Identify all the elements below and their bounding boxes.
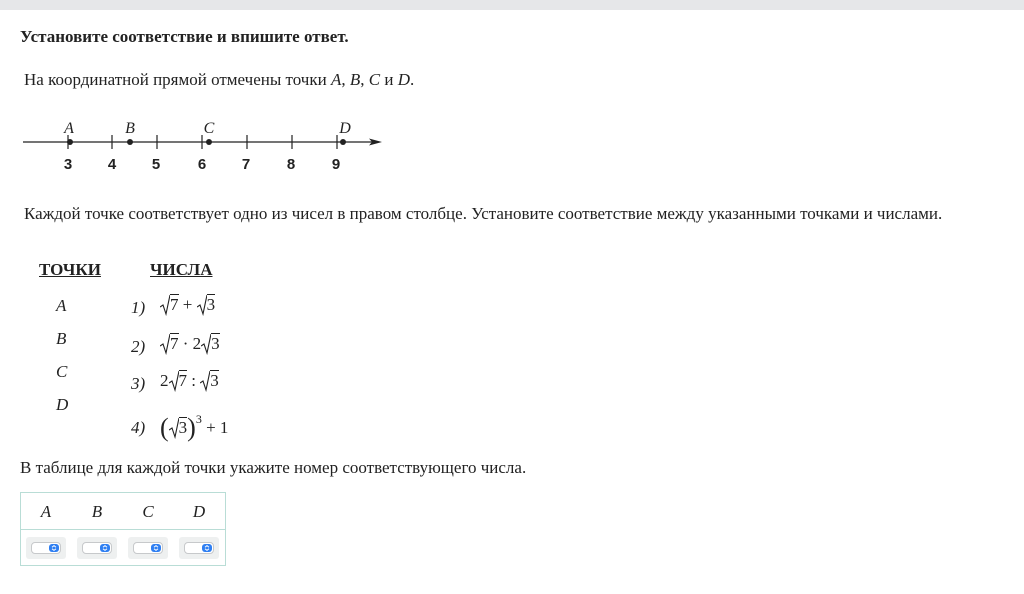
point-label-d: D (56, 395, 69, 414)
points-column-header: ТОЧКИ (39, 260, 101, 279)
operator: : (187, 371, 201, 390)
option-3-expression (160, 370, 219, 392)
point-a-dot (67, 139, 73, 145)
intro-text (24, 70, 414, 90)
coefficient: 2 (160, 371, 169, 390)
radicand: 3 (178, 418, 188, 437)
intro-text-start: На координатной прямой отмечены точки (24, 70, 331, 89)
radical-sign (169, 417, 179, 439)
option-1-number: 1) (131, 298, 146, 317)
answer-cell-a (26, 537, 66, 559)
intro-sep: и (380, 70, 398, 89)
task-heading: Установите соответствие и впишите ответ. (20, 27, 349, 46)
answer-cell-c (128, 537, 168, 559)
intro-sep: , (341, 70, 350, 89)
point-b-label: B (125, 120, 135, 137)
intro-sep: , (360, 70, 369, 89)
answer-cell-d (179, 537, 219, 559)
answer-select-b[interactable] (82, 542, 112, 554)
radicand: 7 (170, 295, 179, 314)
radical-sign (201, 333, 211, 355)
option-1-expression (160, 294, 215, 316)
answer-table (20, 492, 226, 566)
option-2-number: 2) (131, 337, 146, 356)
answer-header-d: D (192, 502, 206, 521)
tick-label-8: 8 (286, 156, 296, 173)
radicand: 3 (210, 371, 219, 390)
option-2-expression (160, 333, 220, 355)
select-stepper-icon (202, 544, 212, 552)
intro-point-d: D (397, 70, 410, 89)
point-label-b: B (56, 329, 67, 348)
tick-label-9: 9 (331, 156, 341, 173)
answer-header-b: B (91, 502, 103, 521)
paren-open: ( (160, 413, 169, 442)
exponent: 3 (195, 412, 202, 426)
answer-select-d[interactable] (184, 542, 214, 554)
radicand: 7 (170, 334, 179, 353)
answer-header-c: C (142, 502, 154, 521)
point-a-label: A (64, 120, 74, 137)
tick-label-4: 4 (107, 156, 117, 173)
tick-label-7: 7 (241, 156, 251, 173)
point-c-label: C (203, 120, 215, 137)
intro-end: . (409, 70, 415, 89)
select-stepper-icon (100, 544, 110, 552)
numbers-column-header: ЧИСЛА (150, 260, 213, 279)
point-label-a: A (56, 296, 67, 315)
number-line (0, 110, 400, 180)
radical-sign (160, 333, 170, 355)
paren-close: ) (187, 413, 196, 442)
point-b-dot (127, 139, 133, 145)
radical-sign (200, 370, 210, 392)
tick-label-5: 5 (151, 156, 161, 173)
point-d-dot (340, 139, 346, 145)
radicand: 3 (211, 334, 220, 353)
answer-select-c[interactable] (133, 542, 163, 554)
select-stepper-icon (151, 544, 161, 552)
point-d-label: D (339, 120, 351, 137)
intro-point-b: B (349, 70, 361, 89)
radicand: 3 (206, 295, 216, 314)
select-stepper-icon (49, 544, 59, 552)
top-bar (0, 0, 1024, 10)
radical-sign (197, 294, 207, 316)
operator: · 2 (178, 334, 202, 353)
radical-sign (160, 294, 170, 316)
operator: + 1 (201, 418, 229, 437)
intro-point-c: C (368, 70, 381, 89)
answer-instruction: В таблице для каждой точки укажите номер соответствующего числа. (20, 458, 527, 477)
answer-select-a[interactable] (31, 542, 61, 554)
option-4-expression (160, 412, 228, 443)
answer-cell-b (77, 537, 117, 559)
tick-label-3: 3 (63, 156, 73, 173)
radicand: 7 (178, 371, 187, 390)
point-c-dot (206, 139, 212, 145)
option-3-number: 3) (131, 374, 146, 393)
intro-point-a: A (330, 70, 342, 89)
operator: + (178, 295, 197, 314)
answer-header-a: A (40, 502, 52, 521)
option-4-number: 4) (131, 418, 146, 437)
tick-label-6: 6 (197, 156, 207, 173)
radical-sign (169, 370, 179, 392)
instruction-paragraph: Каждой точке соответствует одно из чисел в правом столбце. Установите соответствие между указанными точками и числами. (24, 204, 943, 223)
answer-table-header (21, 493, 225, 530)
point-label-c: C (56, 362, 68, 381)
